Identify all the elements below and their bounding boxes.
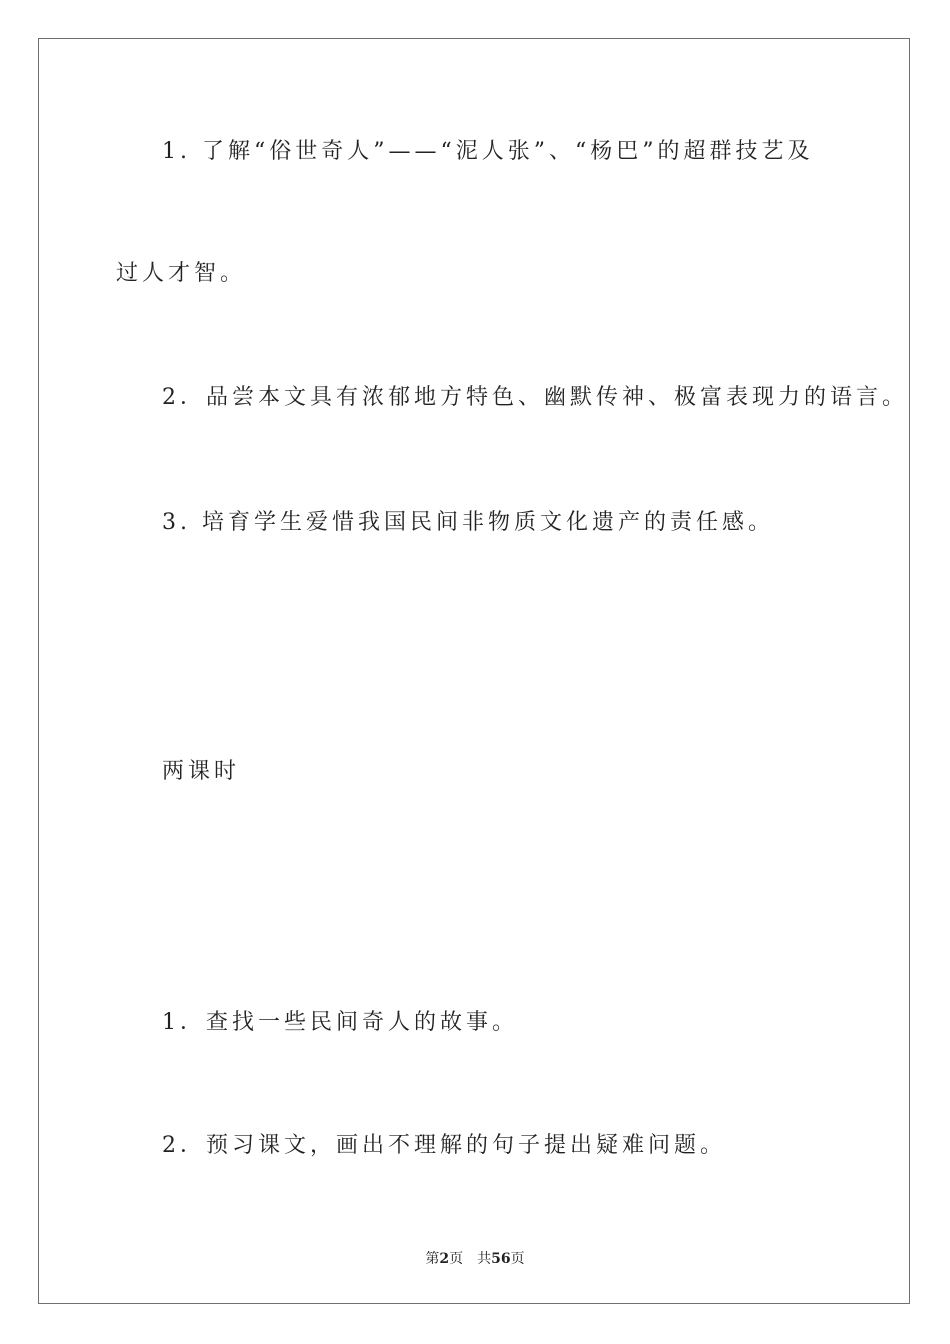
footer-prefix: 第 (425, 1251, 440, 1267)
objective-1-line-1: 1. 了解“俗世奇人”——“泥人张”、“杨巴”的超群技艺及 (162, 139, 814, 164)
objective-2: 2．品尝本文具有浓郁地方特色、幽默传神、极富表现力的语言。 (162, 385, 908, 410)
total-pages-number: 56 (491, 1251, 511, 1267)
footer-suffix: 页 (510, 1251, 525, 1267)
footer-mid: 页 共 (449, 1251, 492, 1267)
objective-3: 3. 培育学生爱惜我国民间非物质文化遗产的责任感。 (162, 510, 774, 535)
page-footer (0, 1248, 950, 1268)
preparation-2: 2．预习课文，画出不理解的句子提出疑难问题。 (162, 1133, 726, 1158)
current-page-number: 2 (439, 1251, 450, 1267)
page-frame (38, 38, 910, 1304)
preparation-1: 1．查找一些民间奇人的故事。 (162, 1010, 518, 1035)
objective-1-line-2: 过人才智。 (116, 261, 247, 286)
class-hours: 两课时 (162, 759, 241, 784)
